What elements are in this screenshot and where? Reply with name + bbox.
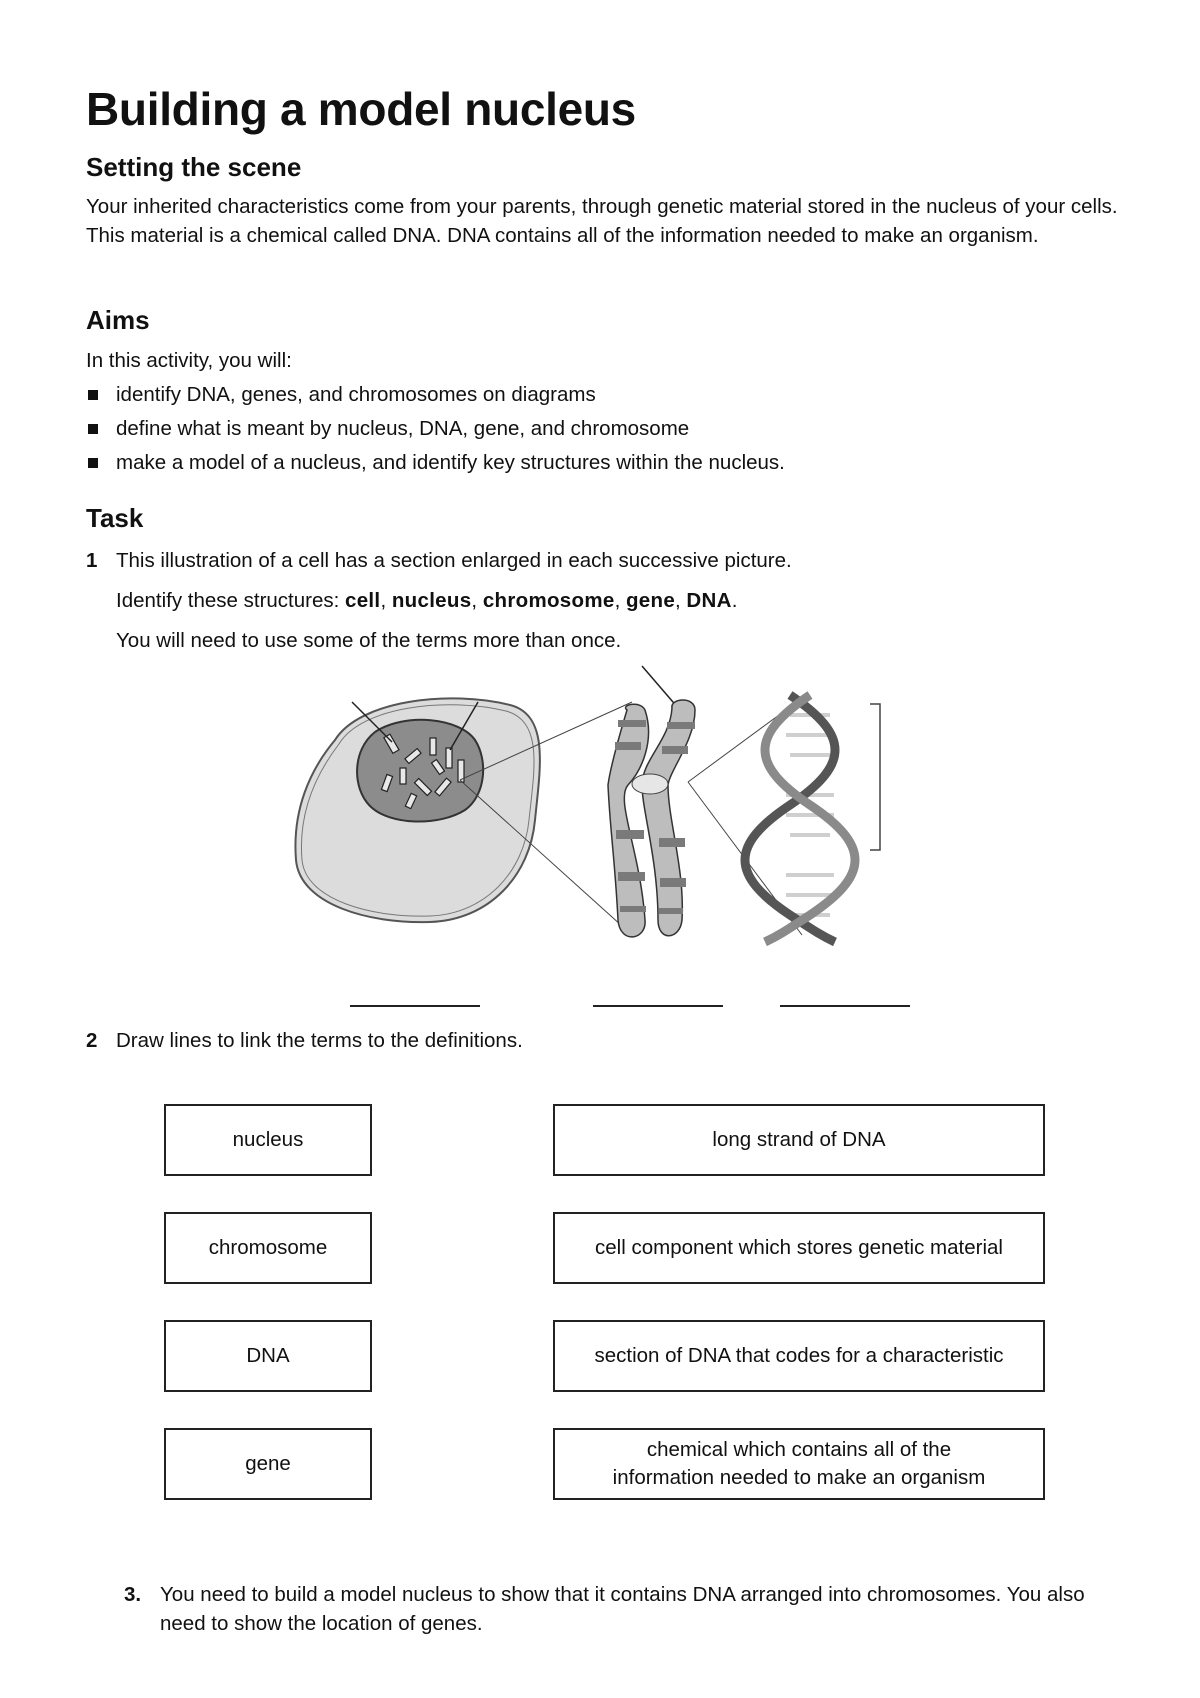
- chromosome-illustration: [608, 700, 695, 937]
- aims-item: define what is meant by nucleus, DNA, gene, and chromosome: [86, 412, 785, 446]
- q3-text: You need to build a model nucleus to show that it contains DNA arranged into chromosomes. You also need to show the location of genes.: [160, 1583, 1085, 1635]
- dna-helix-illustration: [745, 695, 855, 942]
- term-box-dna[interactable]: DNA: [164, 1320, 372, 1392]
- q2-text: Draw lines to link the terms to the definitions.: [116, 1029, 523, 1052]
- aims-heading: Aims: [86, 305, 150, 335]
- answer-blank-line[interactable]: [350, 1005, 480, 1007]
- term-box-gene[interactable]: gene: [164, 1428, 372, 1500]
- nucleus-illustration: [357, 720, 483, 822]
- structure-term: cell: [345, 589, 381, 612]
- answer-blank-line[interactable]: [593, 1005, 723, 1007]
- structure-term: nucleus: [391, 589, 472, 612]
- q1-number: 1: [86, 549, 98, 572]
- structure-term: DNA: [686, 589, 732, 612]
- definition-box[interactable]: long strand of DNA: [553, 1104, 1045, 1176]
- structure-term: gene: [625, 589, 676, 612]
- page-title: Building a model nucleus: [86, 83, 636, 135]
- bullet-square-icon: [88, 458, 98, 468]
- task-heading: Task: [86, 503, 144, 533]
- term-box-chromosome[interactable]: chromosome: [164, 1212, 372, 1284]
- setting-scene-text: Your inherited characteristics come from your parents, through genetic material stored in the nucleus of your cells. This material is a chemical called DNA. DNA contains all of the information needed to make an organism.: [86, 195, 1118, 247]
- q1-identify-line: Identify these structures: cell, nucleus, chromosome, gene, DNA.: [116, 589, 738, 612]
- definition-box[interactable]: cell component which stores genetic material: [553, 1212, 1045, 1284]
- structure-term: chromosome: [482, 589, 615, 612]
- q2-number: 2: [86, 1029, 98, 1052]
- aims-item: make a model of a nucleus, and identify key structures within the nucleus.: [86, 446, 785, 480]
- bullet-square-icon: [88, 390, 98, 400]
- aims-item: identify DNA, genes, and chromosomes on diagrams: [86, 378, 785, 412]
- term-box-nucleus[interactable]: nucleus: [164, 1104, 372, 1176]
- aims-intro: In this activity, you will:: [86, 349, 292, 372]
- setting-scene-heading: Setting the scene: [86, 152, 302, 182]
- definition-box[interactable]: chemical which contains all of the information needed to make an organism: [553, 1428, 1045, 1500]
- answer-blank-line[interactable]: [780, 1005, 910, 1007]
- q1-line1: This illustration of a cell has a section enlarged in each successive picture.: [116, 549, 792, 572]
- q3-number: 3.: [124, 1583, 142, 1606]
- q1-line3: You will need to use some of the terms more than once.: [116, 629, 622, 652]
- aims-list: [86, 378, 785, 480]
- bullet-square-icon: [88, 424, 98, 434]
- gene-bracket: [870, 704, 880, 850]
- definition-box[interactable]: section of DNA that codes for a characteristic: [553, 1320, 1045, 1392]
- cell-enlargement-diagram: [290, 660, 930, 960]
